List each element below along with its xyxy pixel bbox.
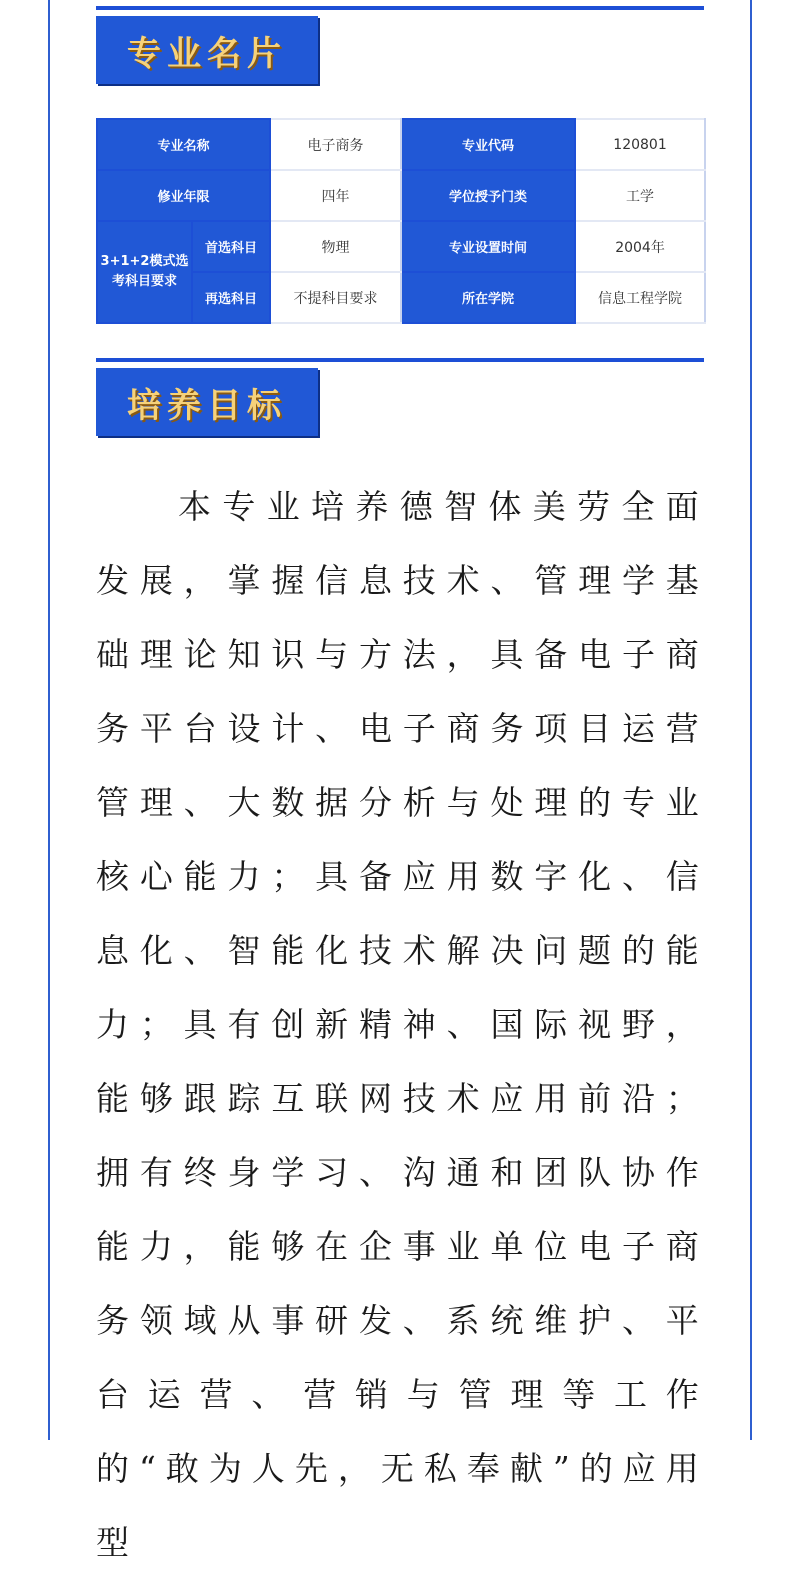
table-value: 四年 — [270, 170, 401, 221]
table-label: 再选科目 — [192, 272, 270, 323]
right-border-line — [750, 0, 752, 1440]
table-value: 信息工程学院 — [575, 272, 705, 323]
section-title: 培养目标 — [127, 385, 287, 426]
table-label: 3+1+2模式选考科目要求 — [97, 221, 192, 323]
table-label: 专业代码 — [401, 119, 575, 170]
goal-paragraph: 本专业培养德智体美劳全面发展，掌握信息技术、管理学基础理论知识与方法，具备电子商务平台设计、电子商务项目运营管理、大数据分析与处理的专业核心能力；具备应用数字化、信息化、智能化技术解决问题的能力；具有创新精神、国际视野，能够跟踪互联网技术应用前沿；拥有终身学习、沟通和团队协作能力，能够在企事业单位电子商务领域从事研发、系统维护、平台运营、营销与管理等工作的“敢为人先，无私奉献”的应用型 — [96, 487, 708, 1562]
table-value: 电子商务 — [270, 119, 401, 170]
section-header-profile — [96, 16, 318, 84]
table-row — [97, 170, 705, 221]
section-header-goals — [96, 368, 318, 436]
table-value: 工学 — [575, 170, 705, 221]
section-title: 专业名片 — [127, 33, 287, 74]
table-value: 不提科目要求 — [270, 272, 401, 323]
left-border-line — [48, 0, 50, 1440]
section-divider — [96, 6, 704, 10]
table-label: 学位授予门类 — [401, 170, 575, 221]
table-label: 所在学院 — [401, 272, 575, 323]
table-value: 120801 — [575, 119, 705, 170]
table-label: 首选科目 — [192, 221, 270, 272]
table-value: 2004年 — [575, 221, 705, 272]
section-divider — [96, 358, 704, 362]
table-row — [97, 221, 705, 272]
table-value: 物理 — [270, 221, 401, 272]
table-row — [97, 119, 705, 170]
major-info-table — [96, 118, 706, 324]
table-label: 专业设置时间 — [401, 221, 575, 272]
table-label: 专业名称 — [97, 119, 270, 170]
table-label: 修业年限 — [97, 170, 270, 221]
